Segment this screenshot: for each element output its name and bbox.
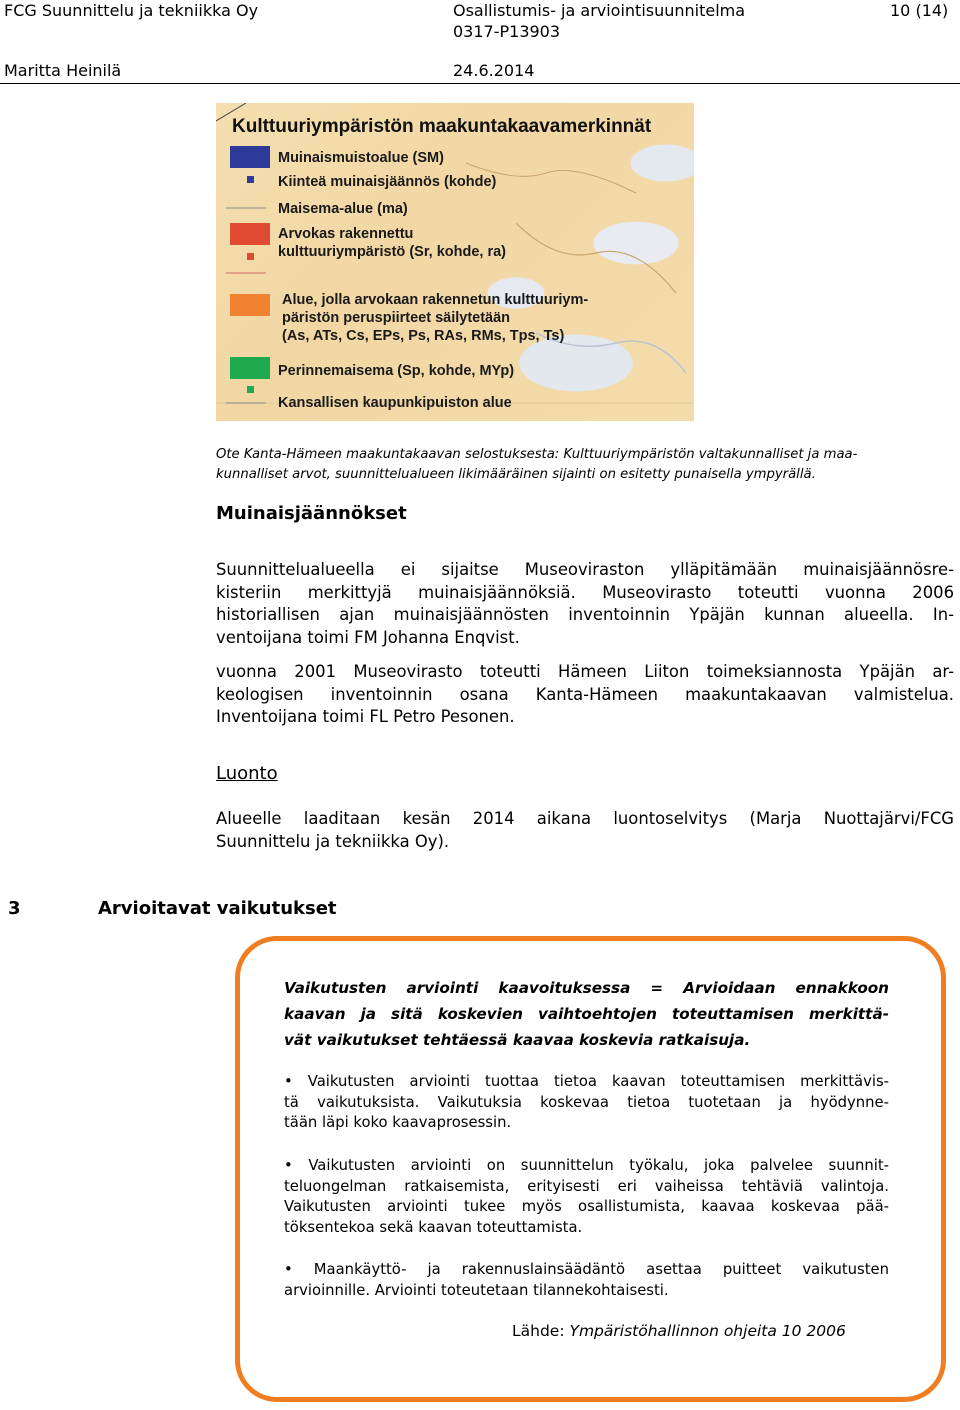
legend-label: Arvokas rakennettu [278, 226, 414, 242]
text-line: Suunnittelualueella ei sijaitse Museoviraston ylläpitämään muinaisjäännösre- [216, 560, 954, 579]
text-line: teluongelman ratkaisemista, erityisesti eri vaiheissa tehtäviä valintoja. [284, 1177, 889, 1195]
info-box-lead [284, 975, 889, 1053]
legend-swatch-sr-kohde [247, 253, 254, 260]
caption-line: Ote Kanta-Hämeen maakuntakaavan selostuksesta: Kulttuuriympäristön valtakunnalliset ja maa- [216, 447, 858, 462]
text-line: vuonna 2001 Museovirasto toteutti Hämeen Liiton toimeksiannosta Ypäjän ar- [216, 662, 954, 681]
bullet-item [284, 1156, 889, 1238]
legend-label: päristön peruspiirteet säilytetään [282, 310, 511, 326]
text-line: kaavan ja sitä koskevien vaihtoehtojen toteuttamisen merkittä- [284, 1005, 889, 1023]
legend-label: Maisema-alue (ma) [278, 201, 408, 217]
legend-swatch-kaupunkipuisto [247, 386, 254, 393]
legend-swatch-sp [230, 357, 270, 379]
legend-label: Perinnemaisema (Sp, kohde, MYp) [278, 363, 515, 379]
map-title: Kulttuuriympäristön maakuntakaavamerkinnät [232, 116, 652, 137]
text-line: Suunnittelu ja tekniikka Oy). [216, 831, 450, 851]
text-line: • Maankäyttö- ja rakennuslainsäädäntö asettaa puitteet vaikutusten [284, 1261, 889, 1278]
figure-caption [216, 445, 954, 485]
text-line: Inventoijana toimi FL Petro Pesonen. [216, 707, 515, 727]
text-line: • Vaikutusten arviointi tuottaa tietoa kaavan toteuttamisen merkittävis- [284, 1073, 889, 1090]
paragraph-muinais-1 [216, 559, 954, 649]
text-line: Vaikutusten arviointi kaavoituksessa = Arvioidaan ennakkoon [284, 979, 889, 997]
section-title: Arvioitavat vaikutukset [98, 898, 337, 919]
paragraph-luonto [216, 808, 954, 853]
text-line: tään läpi koko kaavaprosessin. [284, 1114, 512, 1131]
header-date: 24.6.2014 [453, 61, 535, 80]
text-line: tä vaikutuksista. Vaikutuksia koskevaa tietoa tuotetaan ja hyödynne- [284, 1093, 889, 1111]
header-rule [0, 83, 960, 84]
text-line: Vaikutusten arviointi tukee myös osallistumista, kaavaa koskevaa pää- [284, 1198, 889, 1215]
header-author: Maritta Heinilä [4, 61, 122, 80]
map-figure [216, 103, 694, 421]
section-number: 3 [8, 898, 21, 919]
paragraph-muinais-2 [216, 661, 954, 729]
legend-label: (As, ATs, Cs, EPs, Ps, RAs, RMs, Tps, Ts) [282, 328, 565, 344]
text-line: Alueelle laaditaan kesän 2014 aikana luontoselvitys (Marja Nuottajärvi/FCG [216, 809, 954, 828]
legend-label: Muinaismuistoalue (SM) [278, 150, 444, 166]
legend-label: Kansallisen kaupunkipuiston alue [278, 395, 512, 411]
header-page-number: 10 (14) [890, 1, 949, 20]
text-line: ventoijana toimi FM Johanna Enqvist. [216, 627, 520, 647]
text-line: vät vaikutukset tehtäessä kaavaa koskevia ratkaisuja. [284, 1031, 751, 1049]
legend-label: kulttuuriympäristö (Sr, kohde, ra) [278, 244, 507, 260]
header-doc-code: 0317-P13903 [453, 22, 561, 41]
header-doc-title: Osallistumis- ja arviointisuunnitelma [453, 1, 746, 20]
heading-luonto: Luonto [216, 763, 278, 784]
source-text: Ympäristöhallinnon ohjeita 10 2006 [569, 1322, 846, 1340]
legend-swatch-kohde [247, 176, 254, 183]
text-line: arvioinnille. Arviointi toteutetaan tilannekohtaisesti. [284, 1281, 669, 1299]
text-line: • Vaikutusten arviointi on suunnittelun työkalu, joka palvelee suunnit- [284, 1157, 889, 1174]
text-line: töksentekoa sekä kaavan toteuttamista. [284, 1218, 583, 1236]
source-prefix: Lähde: [512, 1322, 570, 1340]
text-line: historiallisen ajan muinaisjäännösten inventoinnin Ypäjän kunnan alueella. In- [216, 605, 954, 625]
caption-line: kunnalliset arvot, suunnittelualueen likimääräinen sijainti on esitetty punaisella ympyrällä. [216, 467, 816, 482]
header-company: FCG Suunnittelu ja tekniikka Oy [4, 1, 259, 20]
text-line: keologisen inventoinnin osana Kanta-Hämeen maakuntakaavan valmistelua. [216, 684, 954, 704]
legend-swatch-as [230, 294, 270, 316]
source-citation [512, 1322, 846, 1340]
text-line: kisteriin merkittyjä muinaisjäännöksiä. Museovirasto toteutti vuonna 2006 [216, 582, 954, 602]
heading-muinaisjaannokset: Muinaisjäännökset [216, 503, 407, 524]
legend-swatch-sr [230, 223, 270, 245]
legend-swatch-sm [230, 146, 270, 168]
legend-label: Kiinteä muinaisjäännös (kohde) [278, 174, 497, 190]
legend-label: Alue, jolla arvokaan rakennetun kulttuuriym- [282, 292, 589, 308]
bullet-item [284, 1072, 889, 1134]
bullet-item [284, 1260, 889, 1301]
